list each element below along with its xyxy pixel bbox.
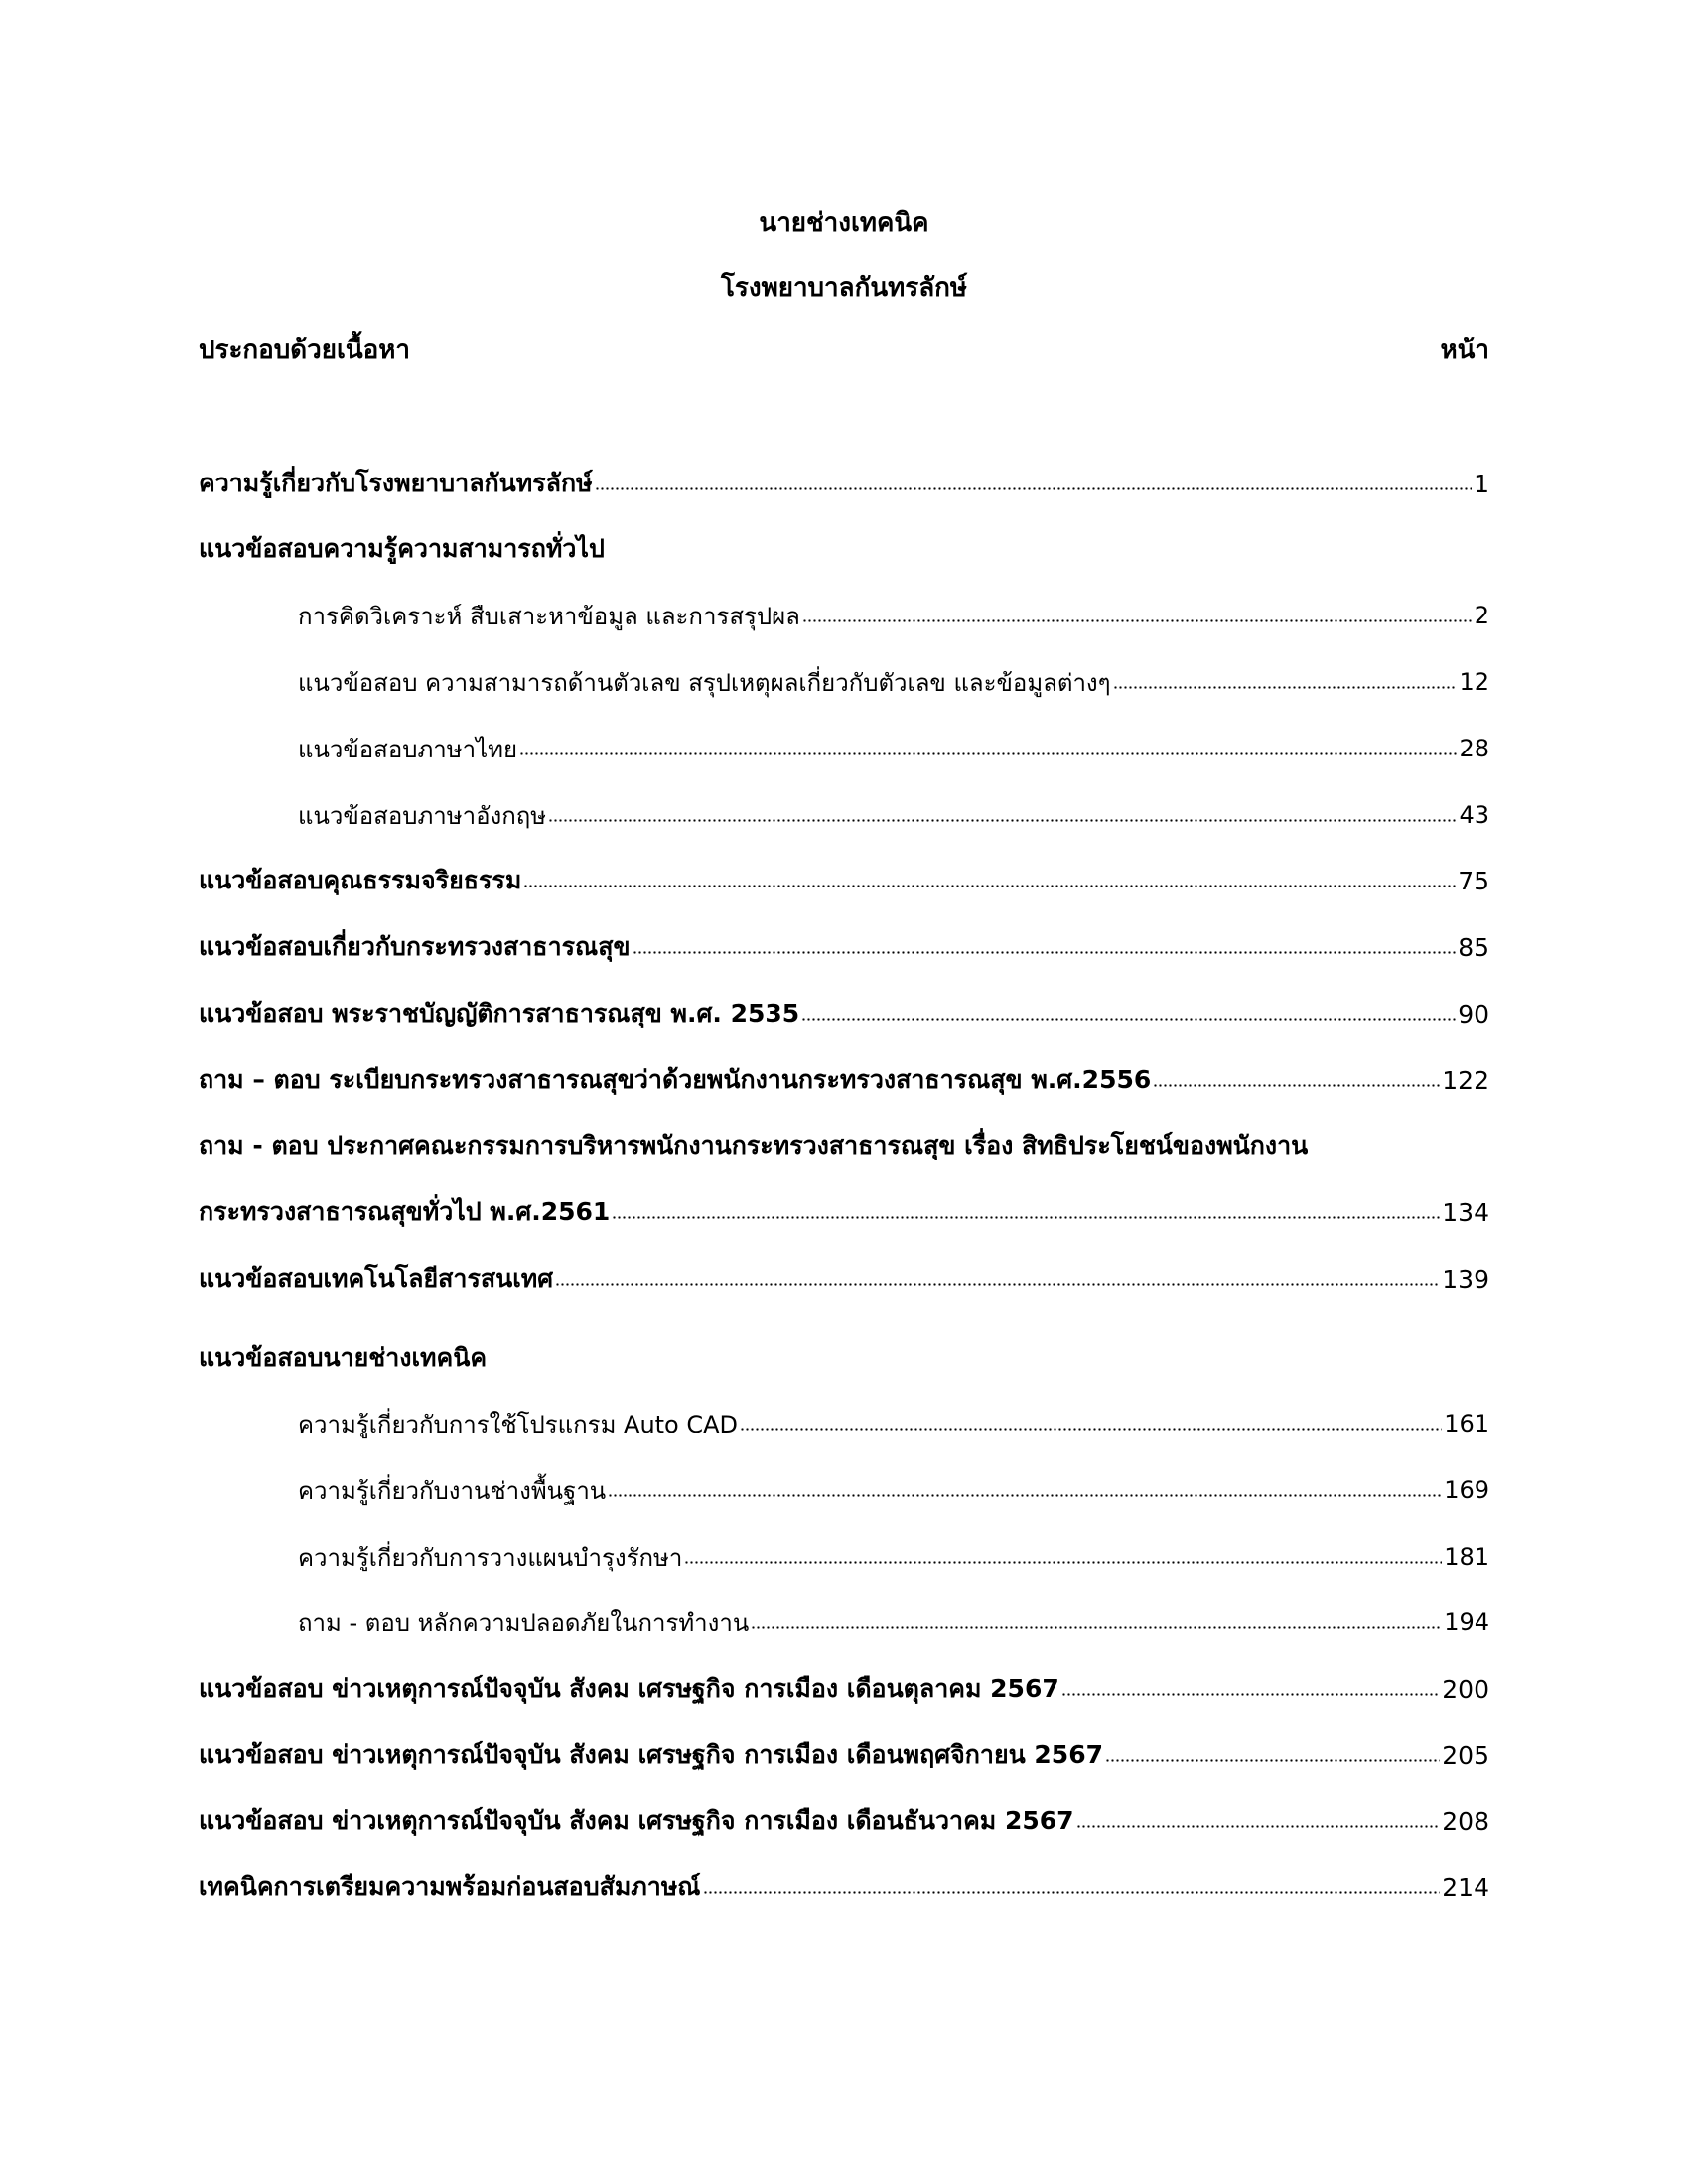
toc-entry-title: แนวข้อสอบเกี่ยวกับกระทรวงสาธารณสุข [199,932,631,961]
toc-page-number: 90 [1458,999,1489,1028]
dot-leader [1153,1080,1440,1090]
dot-leader [751,1622,1442,1632]
toc-entry [199,860,1489,901]
toc-page-number: 122 [1442,1065,1489,1095]
toc-entry [199,463,1489,504]
toc-entry-title: ถาม - ตอบ ประกาศคณะกรรมการบริหารพนักงานกระทรวงสาธารณสุข เรื่อง สิทธิประโยชน์ของพนักงาน [199,1131,1309,1160]
toc-page-number: 43 [1459,801,1489,829]
toc-entry-title: แนวข้อสอบภาษาอังกฤษ [298,801,547,830]
toc-entry-title: แนวข้อสอบความรู้ความสามารถทั่วไป [199,534,605,563]
toc-entry-title: แนวข้อสอบเทคโนโลยีสารสนเทศ [199,1264,554,1293]
dot-leader [1076,1821,1441,1831]
toc-entry-title: แนวข้อสอบคุณธรรมจริยธรรม [199,866,522,894]
toc-entry-title: ถาม – ตอบ ระเบียบกระทรวงสาธารณสุขว่าด้วยพนักงานกระทรวงสาธารณสุข พ.ศ.2556 [199,1065,1152,1094]
toc-page-number: 169 [1444,1476,1489,1504]
dot-leader [633,947,1457,957]
toc-entry-title: แนวข้อสอบ พระราชบัญญัติการสาธารณสุข พ.ศ. 2535 [199,999,800,1027]
dot-leader [802,615,1473,625]
toc-page-number: 12 [1459,668,1489,696]
toc-subentry [199,595,1489,636]
toc-entry [199,1668,1489,1709]
dot-leader [740,1424,1442,1433]
dot-leader [612,1212,1440,1222]
toc-entry-title: กระทรวงสาธารณสุขทั่วไป พ.ศ.2561 [199,1197,611,1226]
toc-entry-title: ความรู้เกี่ยวกับการใช้โปรแกรม Auto CAD [298,1410,739,1438]
toc-subentry [199,728,1489,769]
toc-page-number: 194 [1444,1608,1489,1636]
dot-leader [1061,1689,1441,1699]
document-title: นายช่างเทคนิค [759,208,929,238]
toc-entry [199,1125,1489,1166]
toc-entry [199,1337,1489,1379]
toc-page-number: 28 [1459,735,1489,762]
toc-page-number: 75 [1458,866,1489,895]
toc-page-number: 205 [1442,1740,1489,1770]
toc-entry [199,528,1489,570]
toc-entry-title: ความรู้เกี่ยวกับงานช่างพื้นฐาน [298,1476,607,1505]
toc-page-number: 139 [1442,1264,1489,1294]
toc-page-number: 181 [1444,1543,1489,1570]
contents-label: ประกอบด้วยเนื้อหา [199,335,411,365]
toc-entry-title: แนวข้อสอบนายช่างเทคนิค [199,1343,488,1372]
toc-subentry [199,1536,1489,1577]
dot-leader [1113,682,1458,692]
toc-page-number: 1 [1474,469,1489,498]
toc-subentry [199,661,1489,703]
toc-page-number: 2 [1474,602,1489,629]
toc-entry-title: แนวข้อสอบ ข่าวเหตุการณ์ปัจจุบัน สังคม เศรษฐกิจ การเมือง เดือนธันวาคม 2567 [199,1806,1074,1835]
toc-subentry [199,1469,1489,1511]
toc-subentry [199,1601,1489,1643]
toc-page-number: 214 [1442,1872,1489,1902]
toc-entry-title: แนวข้อสอบภาษาไทย [298,735,518,763]
toc-entry [199,1258,1489,1299]
dot-leader [801,1014,1456,1024]
toc-page-number: 134 [1442,1197,1489,1227]
toc-entry-title: แนวข้อสอบ ข่าวเหตุการณ์ปัจจุบัน สังคม เศรษฐกิจ การเมือง เดือนพฤศจิกายน 2567 [199,1740,1103,1769]
toc-page-number: 200 [1442,1674,1489,1704]
document-subtitle: โรงพยาบาลกันทรลักษ์ [720,273,968,303]
toc-entry [199,1191,1489,1233]
toc-subentry [199,794,1489,836]
dot-leader [1105,1755,1440,1765]
toc-entry-title: แนวข้อสอบ ความสามารถด้านตัวเลข สรุปเหตุผลเกี่ยวกับตัวเลข และข้อมูลต่างๆ [298,668,1111,697]
toc-entry-title: ความรู้เกี่ยวกับการวางแผนบำรุงรักษา [298,1543,683,1571]
dot-leader [684,1557,1442,1567]
page-column-label: หน้า [1440,335,1489,365]
toc-entry [199,1059,1489,1101]
dot-leader [595,483,1472,493]
toc-entry [199,1800,1489,1842]
table-of-contents [199,0,1489,2184]
toc-entry [199,1734,1489,1776]
toc-entry-title: แนวข้อสอบ ข่าวเหตุการณ์ปัจจุบัน สังคม เศรษฐกิจ การเมือง เดือนตุลาคม 2567 [199,1674,1059,1703]
toc-entry-title: การคิดวิเคราะห์ สืบเสาะหาข้อมูล และการสรุปผล [298,602,800,630]
toc-page-number: 208 [1442,1806,1489,1836]
toc-entry-title: ถาม - ตอบ หลักความปลอดภัยในการทำงาน [298,1608,750,1637]
dot-leader [703,1887,1441,1897]
toc-entry [199,993,1489,1034]
toc-entry-title: ความรู้เกี่ยวกับโรงพยาบาลกันทรลักษ์ [199,469,593,497]
toc-entry [199,1866,1489,1908]
dot-leader [548,815,1457,825]
toc-entry [199,926,1489,968]
toc-page-number: 85 [1458,932,1489,962]
dot-leader [608,1490,1442,1500]
toc-subentry [199,1403,1489,1444]
dot-leader [555,1279,1440,1289]
toc-entry-title: เทคนิคการเตรียมความพร้อมก่อนสอบสัมภาษณ์ [199,1872,701,1901]
toc-page-number: 161 [1444,1410,1489,1437]
dot-leader [519,749,1457,758]
dot-leader [523,881,1456,890]
